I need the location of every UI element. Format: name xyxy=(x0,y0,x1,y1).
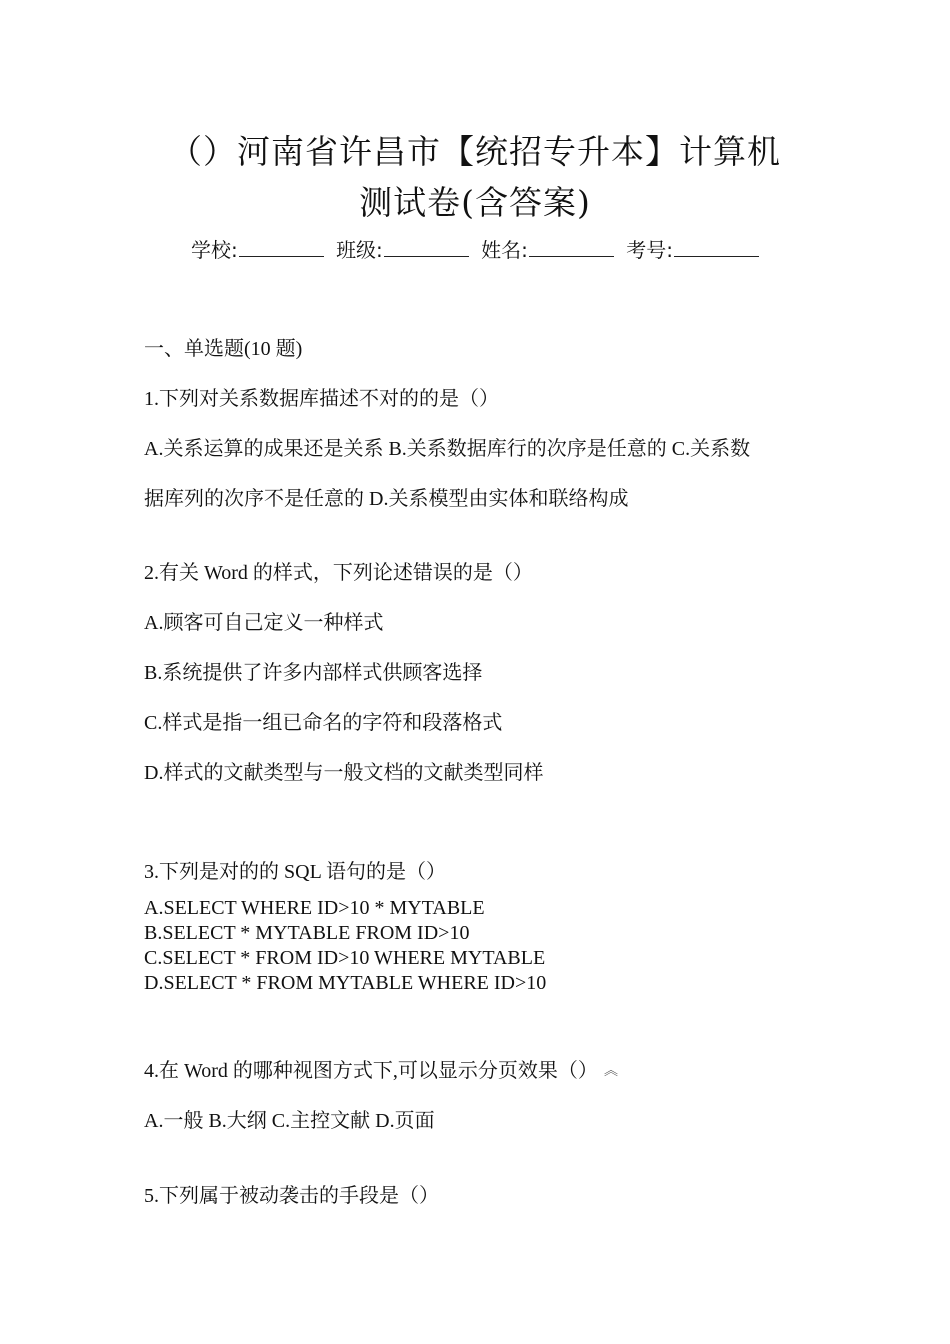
question-2-option-b: B.系统提供了许多内部样式供顾客选择 xyxy=(144,662,483,684)
question-2-stem: 2.有关 Word 的样式，下列论述错误的是（） xyxy=(144,562,533,584)
question-2-option-a: A.顾客可自己定义一种样式 xyxy=(144,612,384,634)
question-4-options: A.一般 B.大纲 C.主控文献 D.页面 xyxy=(144,1110,435,1132)
section-heading: 一、单选题(10 题) xyxy=(144,338,303,360)
name-blank[interactable] xyxy=(529,236,614,257)
question-3-option-c: C.SELECT * FROM ID>10 WHERE MYTABLE xyxy=(144,947,546,969)
document-title-line2: 测试卷(含答案) xyxy=(359,183,591,222)
question-1-stem: 1.下列对关系数据库描述不对的的是（） xyxy=(144,388,499,410)
student-info-line xyxy=(0,234,950,266)
exam-number-field[interactable]: 考号: xyxy=(626,238,759,262)
double-caret-up-icon: ︽ xyxy=(603,1063,618,1079)
question-5-stem: 5.下列属于被动袭击的手段是（） xyxy=(144,1185,439,1207)
exam-number-blank[interactable] xyxy=(674,236,759,257)
name-field[interactable]: 姓名: xyxy=(481,238,614,262)
school-blank[interactable] xyxy=(239,236,324,257)
question-3-stem: 3.下列是对的的 SQL 语句的是（） xyxy=(144,861,447,883)
class-field[interactable]: 班级: xyxy=(336,238,469,262)
question-3-option-a: A.SELECT WHERE ID>10 * MYTABLE xyxy=(144,897,485,919)
question-4-stem: 4.在 Word 的哪种视图方式下,可以显示分页效果（） xyxy=(144,1060,598,1082)
question-1-options-line2: 据库列的次序不是任意的 D.关系模型由实体和联络构成 xyxy=(144,488,629,510)
question-3-option-d: D.SELECT * FROM MYTABLE WHERE ID>10 xyxy=(144,972,547,994)
question-4-stem-row xyxy=(144,1056,618,1086)
question-3-option-b: B.SELECT * MYTABLE FROM ID>10 xyxy=(144,922,470,944)
question-1-options-line1: A.关系运算的成果还是关系 B.关系数据库行的次序是任意的 C.关系数 xyxy=(144,438,751,460)
document-title-line1: （）河南省许昌市【统招专升本】计算机 xyxy=(169,132,781,171)
class-blank[interactable] xyxy=(384,236,469,257)
question-2-option-d: D.样式的文献类型与一般文档的文献类型同样 xyxy=(144,762,544,784)
question-2-option-c: C.样式是指一组已命名的字符和段落格式 xyxy=(144,712,503,734)
school-field[interactable]: 学校: xyxy=(191,238,324,262)
